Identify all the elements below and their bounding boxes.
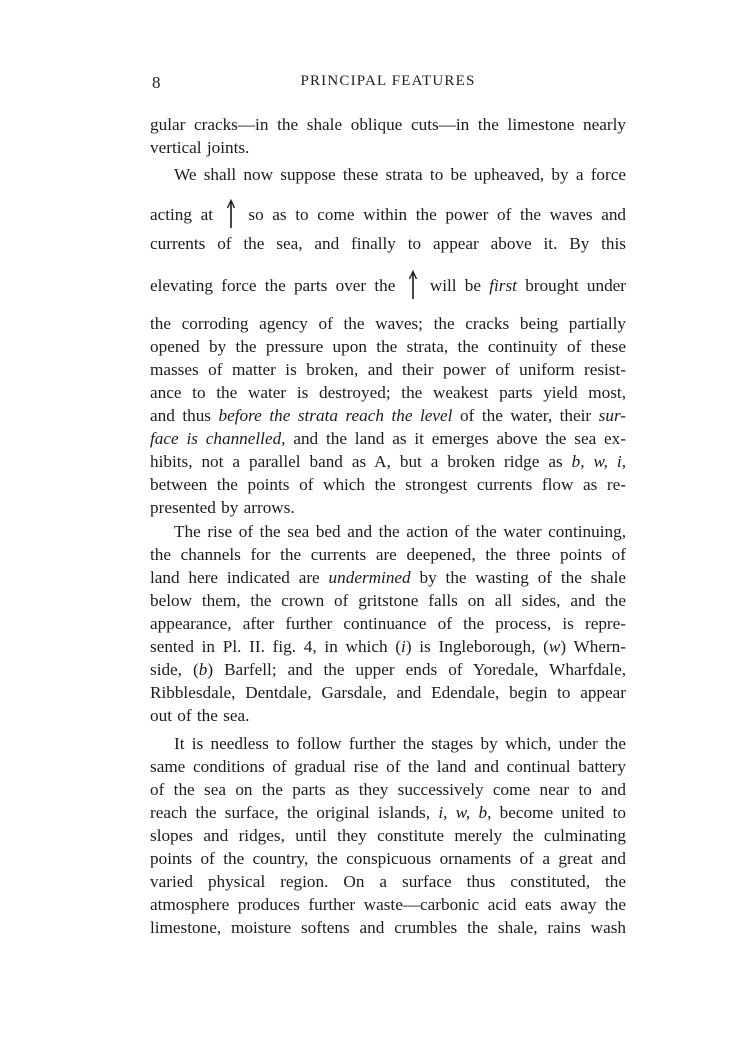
text-segment: hibits, not a parallel band as A, but a broken ridge as bbox=[150, 452, 563, 471]
text-segment: sented in Pl. II. fig. 4, in which ( bbox=[150, 637, 402, 656]
italic-text: sur- bbox=[598, 406, 627, 425]
text-line bbox=[150, 404, 626, 428]
text-segment: become united to bbox=[499, 803, 627, 822]
text-line bbox=[150, 635, 626, 659]
text-line bbox=[150, 566, 626, 590]
text-segment: reach the surface, the original islands, bbox=[150, 803, 431, 822]
text-segment: ) is Ingleborough, ( bbox=[405, 637, 549, 656]
text-line: ance to the water is destroyed; the weakest parts yield most, bbox=[150, 383, 626, 402]
text-line: We shall now suppose these strata to be upheaved, by a force bbox=[174, 165, 626, 184]
text-line: the channels for the currents are deepened, the three points of bbox=[150, 545, 626, 564]
text-segment: and the land as it emerges above the sea ex- bbox=[293, 429, 626, 448]
text-line bbox=[150, 427, 626, 451]
text-segment: so as to come within the power of the waves and bbox=[248, 205, 627, 224]
text-line: out of the sea. bbox=[150, 706, 250, 725]
italic-text: first bbox=[489, 276, 517, 295]
text-line: gular cracks—in the shale oblique cuts—in the limestone nearly bbox=[150, 115, 626, 134]
italic-text: b, w, i, bbox=[571, 452, 626, 471]
text-line: masses of matter is broken, and their power of uniform resist- bbox=[150, 360, 626, 379]
text-segment: ) Barfell; and the upper ends of Yoredale, Wharfdale, bbox=[207, 660, 626, 679]
text-line: slopes and ridges, until they constitute merely the culminating bbox=[150, 826, 626, 845]
text-line: vertical joints. bbox=[150, 138, 250, 157]
running-title: PRINCIPAL FEATURES bbox=[300, 73, 476, 89]
text-segment: will be bbox=[429, 276, 482, 295]
italic-text: b bbox=[198, 660, 208, 679]
text-segment: land here indicated are bbox=[150, 568, 320, 587]
italic-text: undermined bbox=[328, 568, 411, 587]
page-header bbox=[150, 73, 626, 97]
text-segment: elevating force the parts over the bbox=[150, 276, 396, 295]
text-segment: acting at bbox=[150, 205, 214, 224]
text-line bbox=[150, 450, 626, 474]
up-arrow-icon bbox=[408, 270, 418, 300]
text-line: varied physical region. On a surface thus constituted, the bbox=[150, 872, 626, 891]
text-segment: by the wasting of the shale bbox=[419, 568, 627, 587]
text-segment: ) Whern- bbox=[560, 637, 626, 656]
italic-text: face is channelled, bbox=[150, 429, 286, 448]
text-line: currents of the sea, and finally to appear above it. By this bbox=[150, 234, 626, 253]
text-line: presented by arrows. bbox=[150, 498, 295, 517]
text-line bbox=[150, 270, 626, 294]
text-segment: brought under bbox=[525, 276, 627, 295]
text-line: points of the country, the conspicuous ornaments of a great and bbox=[150, 849, 626, 868]
text-line: below them, the crown of gritstone falls on all sides, and the bbox=[150, 591, 626, 610]
italic-text: i bbox=[401, 637, 406, 656]
text-line: same conditions of gradual rise of the land and continual battery bbox=[150, 757, 626, 776]
text-line: Ribblesdale, Dentdale, Garsdale, and Edendale, begin to appear bbox=[150, 683, 626, 702]
italic-text: i, w, b, bbox=[438, 803, 492, 822]
text-segment: and thus bbox=[150, 406, 211, 425]
text-line: of the sea on the parts as they successively come near to and bbox=[150, 780, 626, 799]
text-line: It is needless to follow further the stages by which, under the bbox=[174, 734, 626, 753]
page-number: 8 bbox=[152, 73, 161, 92]
text-line bbox=[150, 658, 626, 682]
text-line: The rise of the sea bed and the action of the water continuing, bbox=[174, 522, 626, 541]
text-line: atmosphere produces further waste—carbonic acid eats away the bbox=[150, 895, 626, 914]
text-line: opened by the pressure upon the strata, the continuity of these bbox=[150, 337, 626, 356]
text-line bbox=[150, 199, 626, 223]
text-segment: side, ( bbox=[150, 660, 199, 679]
text-line bbox=[150, 801, 626, 825]
text-line: between the points of which the strongest currents flow as re- bbox=[150, 475, 626, 494]
italic-text: w bbox=[548, 637, 561, 656]
text-line: limestone, moisture softens and crumbles the shale, rains wash bbox=[150, 918, 626, 937]
up-arrow-icon bbox=[226, 199, 236, 229]
text-segment: of the water, their bbox=[459, 406, 592, 425]
text-line: the corroding agency of the waves; the cracks being partially bbox=[150, 314, 626, 333]
text-line: appearance, after further continuance of the process, is repre- bbox=[150, 614, 626, 633]
italic-text: before the strata reach the level bbox=[218, 406, 453, 425]
